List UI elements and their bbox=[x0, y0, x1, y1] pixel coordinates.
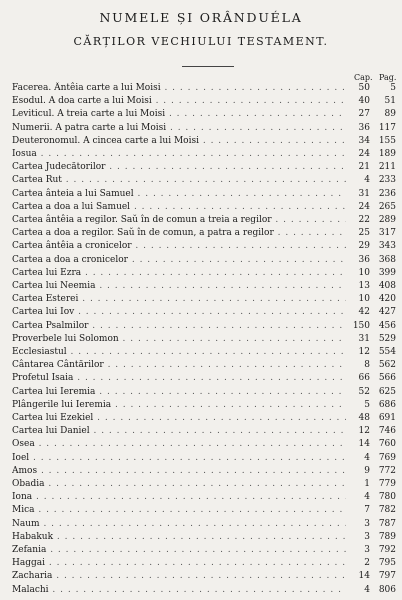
page-number: 155 bbox=[372, 135, 396, 148]
chapter-count: 8 bbox=[346, 359, 370, 372]
chapter-count: 3 bbox=[346, 531, 370, 544]
chapter-count: 12 bbox=[346, 425, 370, 438]
page-number: 233 bbox=[372, 174, 396, 187]
page-number: 51 bbox=[372, 95, 396, 108]
book-name: Cartea a doa a lui Samuel . . . bbox=[12, 201, 352, 214]
toc-row bbox=[0, 491, 402, 504]
chapter-count: 7 bbox=[346, 504, 370, 517]
book-name: Haggai . . . bbox=[12, 557, 352, 570]
page-subtitle: CĂRȚILOR VECHIULUI TESTAMENT. bbox=[73, 35, 329, 48]
book-name: Ioel . . . bbox=[12, 452, 352, 465]
toc-row bbox=[0, 174, 402, 187]
book-name: Esodul. A doa carte a lui Moisi . . . bbox=[12, 95, 352, 108]
chapter-count: 29 bbox=[346, 240, 370, 253]
page-title: NUMELE ȘI ORÂNDUÉLA bbox=[99, 10, 303, 25]
chapter-count: 9 bbox=[346, 465, 370, 478]
chapter-count: 12 bbox=[346, 346, 370, 359]
book-name: Cartea ântêia a cronicelor . . . bbox=[12, 240, 352, 253]
toc-row bbox=[0, 293, 402, 306]
toc-row bbox=[0, 518, 402, 531]
chapter-count: 31 bbox=[346, 333, 370, 346]
book-name: Iona . . . bbox=[12, 491, 352, 504]
toc-row bbox=[0, 306, 402, 319]
chapter-count: 3 bbox=[346, 544, 370, 557]
toc-row bbox=[0, 161, 402, 174]
page-number: 399 bbox=[372, 267, 396, 280]
book-name: Deuteronomul. A cincea carte a lui Moisi . . . bbox=[12, 135, 352, 148]
book-name: Profetul Isaia . . . bbox=[12, 372, 352, 385]
toc-row bbox=[0, 201, 402, 214]
toc-row bbox=[0, 227, 402, 240]
book-name: Habakuk . . . bbox=[12, 531, 352, 544]
page-number: 368 bbox=[372, 254, 396, 267]
chapter-count: 3 bbox=[346, 518, 370, 531]
page-number: 5 bbox=[372, 82, 396, 95]
book-name: Cartea a doa a cronicelor . . . bbox=[12, 254, 352, 267]
page-number: 236 bbox=[372, 188, 396, 201]
toc-row bbox=[0, 399, 402, 412]
page-number: 760 bbox=[372, 438, 396, 451]
chapter-count: 4 bbox=[346, 174, 370, 187]
page-number: 746 bbox=[372, 425, 396, 438]
chapter-count: 24 bbox=[346, 148, 370, 161]
page-number: 117 bbox=[372, 122, 396, 135]
book-name: Naum . . . bbox=[12, 518, 352, 531]
toc-row bbox=[0, 254, 402, 267]
chapter-count: 48 bbox=[346, 412, 370, 425]
page-number: 427 bbox=[372, 306, 396, 319]
toc-row bbox=[0, 267, 402, 280]
chapter-count: 4 bbox=[346, 584, 370, 597]
toc-row bbox=[0, 82, 402, 95]
book-name: Cartea ânteia a lui Samuel . . . bbox=[12, 188, 352, 201]
chapter-count: 4 bbox=[346, 491, 370, 504]
chapter-count: 52 bbox=[346, 386, 370, 399]
page-number: 265 bbox=[372, 201, 396, 214]
page-number: 189 bbox=[372, 148, 396, 161]
book-name: Zacharia . . . bbox=[12, 570, 352, 583]
book-name: Cartea ântêia a regilor. Saŭ în de comun a treia a regilor . . . bbox=[12, 214, 352, 227]
book-name: Cartea lui Iov . . . bbox=[12, 306, 352, 319]
page-number: 795 bbox=[372, 557, 396, 570]
page-number: 769 bbox=[372, 452, 396, 465]
book-name: Amos . . . bbox=[12, 465, 352, 478]
page-number: 780 bbox=[372, 491, 396, 504]
toc-row bbox=[0, 478, 402, 491]
book-name: Cartea lui Ezekiel . . . bbox=[12, 412, 352, 425]
chapter-count: 2 bbox=[346, 557, 370, 570]
book-name: Osea . . . bbox=[12, 438, 352, 451]
page-number: 691 bbox=[372, 412, 396, 425]
chapter-count: 1 bbox=[346, 478, 370, 491]
book-name: Iosua . . . bbox=[12, 148, 352, 161]
page-number: 792 bbox=[372, 544, 396, 557]
toc-row bbox=[0, 240, 402, 253]
toc-row bbox=[0, 412, 402, 425]
page-number: 625 bbox=[372, 386, 396, 399]
book-name: Zefania . . . bbox=[12, 544, 352, 557]
book-name: Ecclesiastul . . . bbox=[12, 346, 352, 359]
column-header-cap: Cap. bbox=[354, 73, 373, 82]
page-number: 787 bbox=[372, 518, 396, 531]
book-name: Numerii. A patra carte a lui Moisi . . . bbox=[12, 122, 352, 135]
chapter-count: 36 bbox=[346, 122, 370, 135]
chapter-count: 34 bbox=[346, 135, 370, 148]
toc-row bbox=[0, 504, 402, 517]
chapter-count: 25 bbox=[346, 227, 370, 240]
toc-row bbox=[0, 465, 402, 478]
page-number: 317 bbox=[372, 227, 396, 240]
toc-row bbox=[0, 584, 402, 597]
book-name: Cartea Esterei . . . bbox=[12, 293, 352, 306]
chapter-count: 14 bbox=[346, 570, 370, 583]
toc-row bbox=[0, 320, 402, 333]
page-number: 456 bbox=[372, 320, 396, 333]
page-number: 289 bbox=[372, 214, 396, 227]
toc-row bbox=[0, 122, 402, 135]
book-name: Plângerile lui Ieremia . . . bbox=[12, 399, 352, 412]
page-number: 566 bbox=[372, 372, 396, 385]
toc-row bbox=[0, 544, 402, 557]
chapter-count: 40 bbox=[346, 95, 370, 108]
toc-row bbox=[0, 359, 402, 372]
toc-row bbox=[0, 425, 402, 438]
chapter-count: 66 bbox=[346, 372, 370, 385]
page-number: 782 bbox=[372, 504, 396, 517]
page-number: 420 bbox=[372, 293, 396, 306]
toc-row bbox=[0, 148, 402, 161]
toc-row bbox=[0, 280, 402, 293]
toc-row bbox=[0, 135, 402, 148]
page-number: 211 bbox=[372, 161, 396, 174]
page-number: 529 bbox=[372, 333, 396, 346]
book-name: Mica . . . bbox=[12, 504, 352, 517]
book-name: Cântarea Cântărilor . . . bbox=[12, 359, 352, 372]
toc-row bbox=[0, 438, 402, 451]
title-divider bbox=[182, 66, 234, 67]
chapter-count: 13 bbox=[346, 280, 370, 293]
book-name: Facerea. Ântêia carte a lui Moisi . . . bbox=[12, 82, 352, 95]
page-number: 554 bbox=[372, 346, 396, 359]
chapter-count: 24 bbox=[346, 201, 370, 214]
chapter-count: 10 bbox=[346, 293, 370, 306]
chapter-count: 150 bbox=[346, 320, 370, 333]
book-name: Cartea Rut . . . bbox=[12, 174, 352, 187]
page-number: 562 bbox=[372, 359, 396, 372]
book-name: Malachi . . . bbox=[12, 584, 352, 597]
toc-row bbox=[0, 188, 402, 201]
book-name: Cartea lui Ieremia . . . bbox=[12, 386, 352, 399]
book-name: Cartea a doa a regilor. Saŭ în de comun, a patra a regilor . . . bbox=[12, 227, 352, 240]
chapter-count: 14 bbox=[346, 438, 370, 451]
toc-row bbox=[0, 452, 402, 465]
page-number: 806 bbox=[372, 584, 396, 597]
book-name: Cartea lui Ezra . . . bbox=[12, 267, 352, 280]
chapter-count: 21 bbox=[346, 161, 370, 174]
toc-row bbox=[0, 531, 402, 544]
page-number: 779 bbox=[372, 478, 396, 491]
page-number: 89 bbox=[372, 108, 396, 121]
book-name: Proverbele lui Solomon . . . bbox=[12, 333, 352, 346]
chapter-count: 31 bbox=[346, 188, 370, 201]
page-number: 789 bbox=[372, 531, 396, 544]
toc-row bbox=[0, 386, 402, 399]
chapter-count: 36 bbox=[346, 254, 370, 267]
toc-row bbox=[0, 570, 402, 583]
book-name: Cartea lui Daniel . . . bbox=[12, 425, 352, 438]
toc-row bbox=[0, 214, 402, 227]
page-number: 686 bbox=[372, 399, 396, 412]
chapter-count: 5 bbox=[346, 399, 370, 412]
page-number: 797 bbox=[372, 570, 396, 583]
chapter-count: 22 bbox=[346, 214, 370, 227]
chapter-count: 50 bbox=[346, 82, 370, 95]
toc-row bbox=[0, 108, 402, 121]
book-name: Cartea Judecătorilor . . . bbox=[12, 161, 352, 174]
chapter-count: 42 bbox=[346, 306, 370, 319]
toc-row bbox=[0, 333, 402, 346]
chapter-count: 4 bbox=[346, 452, 370, 465]
page-number: 408 bbox=[372, 280, 396, 293]
book-name: Leviticul. A treia carte a lui Moisi . . . bbox=[12, 108, 352, 121]
book-name: Cartea lui Neemia . . . bbox=[12, 280, 352, 293]
column-header-pag: Pag. bbox=[379, 73, 397, 82]
book-name: Obadia . . . bbox=[12, 478, 352, 491]
book-name: Cartea Psalmilor . . . bbox=[12, 320, 352, 333]
toc-row bbox=[0, 372, 402, 385]
chapter-count: 10 bbox=[346, 267, 370, 280]
toc-row bbox=[0, 95, 402, 108]
page-number: 343 bbox=[372, 240, 396, 253]
toc-row bbox=[0, 346, 402, 359]
toc-row bbox=[0, 557, 402, 570]
chapter-count: 27 bbox=[346, 108, 370, 121]
page-number: 772 bbox=[372, 465, 396, 478]
